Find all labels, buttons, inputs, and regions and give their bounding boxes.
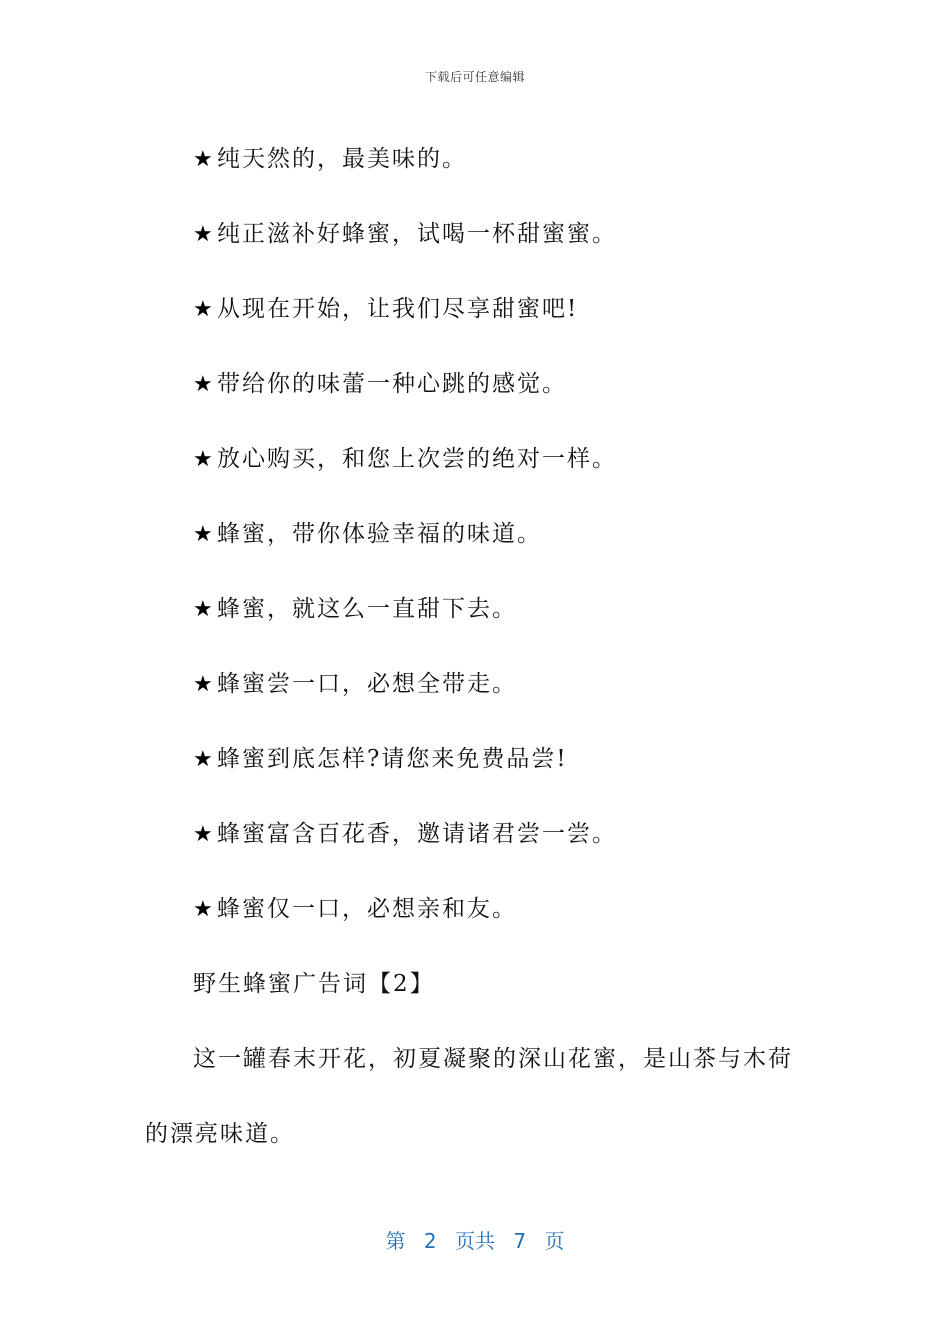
document-body xyxy=(145,122,805,1172)
star-bullet-icon: ★ xyxy=(193,672,215,697)
footer-current-page: 2 xyxy=(423,1229,437,1253)
page-header-note: 下载后可任意编辑 xyxy=(424,70,525,84)
slogan-text: 蜂蜜，带你体验幸福的味道。 xyxy=(217,521,542,547)
footer-total-pages: 7 xyxy=(513,1229,527,1253)
star-bullet-icon: ★ xyxy=(193,597,215,622)
slogan-text: 蜂蜜到底怎样?请您来免费品尝! xyxy=(217,746,568,772)
slogan-text: 蜂蜜富含百花香，邀请诸君尝一尝。 xyxy=(217,821,617,847)
footer-suffix: 页 xyxy=(544,1229,565,1253)
slogan-item xyxy=(145,722,805,797)
slogan-item xyxy=(145,872,805,947)
slogan-text: 蜂蜜仅一口，必想亲和友。 xyxy=(217,896,517,922)
slogan-item xyxy=(145,647,805,722)
slogan-item xyxy=(145,572,805,647)
star-bullet-icon: ★ xyxy=(193,447,215,472)
star-bullet-icon: ★ xyxy=(193,147,215,172)
slogan-text: 从现在开始，让我们尽享甜蜜吧! xyxy=(217,296,579,322)
slogan-text: 蜂蜜尝一口，必想全带走。 xyxy=(217,671,517,697)
star-bullet-icon: ★ xyxy=(193,522,215,547)
section-heading: 野生蜂蜜广告词【2】 xyxy=(193,971,435,997)
slogan-text: 带给你的味蕾一种心跳的感觉。 xyxy=(217,371,567,397)
slogan-text: 放心购买，和您上次尝的绝对一样。 xyxy=(217,446,617,472)
star-bullet-icon: ★ xyxy=(193,297,215,322)
slogan-text: 纯天然的，最美味的。 xyxy=(217,146,467,172)
body-paragraph: 这一罐春末开花，初夏凝聚的深山花蜜，是山茶与木荷的漂亮味道。 xyxy=(145,1046,793,1147)
slogan-item xyxy=(145,197,805,272)
slogan-item xyxy=(145,797,805,872)
star-bullet-icon: ★ xyxy=(193,372,215,397)
page-footer xyxy=(0,1225,950,1254)
slogan-item xyxy=(145,347,805,422)
slogan-text: 纯正滋补好蜂蜜，试喝一杯甜蜜蜜。 xyxy=(217,221,617,247)
star-bullet-icon: ★ xyxy=(193,747,215,772)
slogan-text: 蜂蜜，就这么一直甜下去。 xyxy=(217,596,517,622)
star-bullet-icon: ★ xyxy=(193,822,215,847)
slogan-item xyxy=(145,497,805,572)
footer-prefix: 第 xyxy=(385,1229,406,1253)
slogan-item xyxy=(145,272,805,347)
slogan-item xyxy=(145,122,805,197)
star-bullet-icon: ★ xyxy=(193,897,215,922)
star-bullet-icon: ★ xyxy=(193,222,215,247)
slogan-item xyxy=(145,422,805,497)
footer-middle: 页共 xyxy=(455,1229,495,1253)
